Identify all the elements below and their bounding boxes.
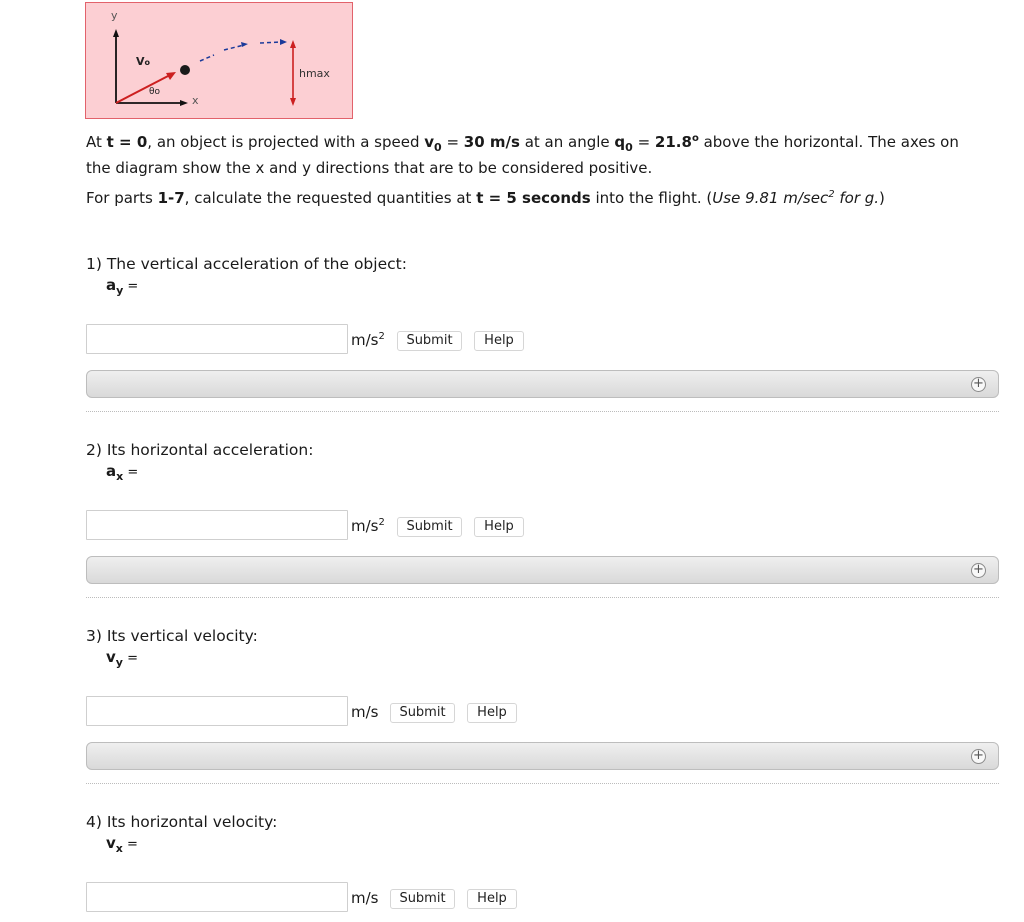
question-4-help-button[interactable]: Help: [467, 889, 517, 909]
question-3-answer-input[interactable]: [86, 696, 348, 726]
question-1-answer-input[interactable]: [86, 324, 348, 354]
diagram-x-label: x: [192, 94, 199, 107]
expand-plus-icon[interactable]: +: [971, 749, 986, 764]
question-1-submit-button[interactable]: Submit: [397, 331, 462, 351]
diagram-v0-label: Vo: [136, 55, 151, 68]
question-2-expand-bar[interactable]: [86, 556, 999, 584]
question-1-unit: $m/s^2$: [351, 331, 385, 349]
question-2-answer-input[interactable]: [86, 510, 348, 540]
diagram-drawing: [86, 3, 354, 120]
question-1-help-button[interactable]: Help: [474, 331, 524, 351]
question-3-submit-button[interactable]: Submit: [390, 703, 455, 723]
question-4-unit: m/s: [351, 889, 379, 907]
question-1-variable: $a_y$ =: [106, 276, 139, 297]
question-3-label: 3) Its vertical velocity:: [86, 627, 258, 645]
question-2-help-button[interactable]: Help: [474, 517, 524, 537]
question-1-expand-bar[interactable]: [86, 370, 999, 398]
projectile-diagram: [85, 2, 353, 119]
expand-plus-icon[interactable]: +: [971, 377, 986, 392]
divider: [86, 597, 999, 598]
question-2-unit: $m/s^2$: [351, 517, 385, 535]
question-4-variable: $v_x$ =: [106, 834, 138, 855]
instructions: For parts 1-7, calculate the requested quantities at t = 5 seconds into the flight. (Use 9.81 $m/\sec^2$ for g.): [86, 189, 885, 207]
question-2-variable: $a_x$ =: [106, 462, 139, 483]
diagram-hmax-label: hmax: [299, 67, 330, 80]
problem-statement: At t = 0, an object is projected with a speed $v_0 = 30$ m/s at an angle $q_0 = 21.8^o$ above the horizontal. The axes on the diagram show the x and y directions that are to be considered positive.: [86, 133, 959, 177]
question-2-submit-button[interactable]: Submit: [397, 517, 462, 537]
question-4-submit-button[interactable]: Submit: [390, 889, 455, 909]
diagram-y-label: y: [111, 9, 118, 22]
question-3-expand-bar[interactable]: [86, 742, 999, 770]
question-3-variable: $v_y$ =: [106, 648, 138, 669]
question-3-help-button[interactable]: Help: [467, 703, 517, 723]
diagram-theta-label: θo: [149, 87, 161, 97]
question-2-label: 2) Its horizontal acceleration:: [86, 441, 314, 459]
divider: [86, 783, 999, 784]
projectile-ball: [180, 65, 190, 75]
question-4-answer-input[interactable]: [86, 882, 348, 912]
expand-plus-icon[interactable]: +: [971, 563, 986, 578]
divider: [86, 411, 999, 412]
question-1-label: 1) The vertical acceleration of the object:: [86, 255, 407, 273]
question-3-unit: m/s: [351, 703, 379, 721]
question-4-label: 4) Its horizontal velocity:: [86, 813, 278, 831]
